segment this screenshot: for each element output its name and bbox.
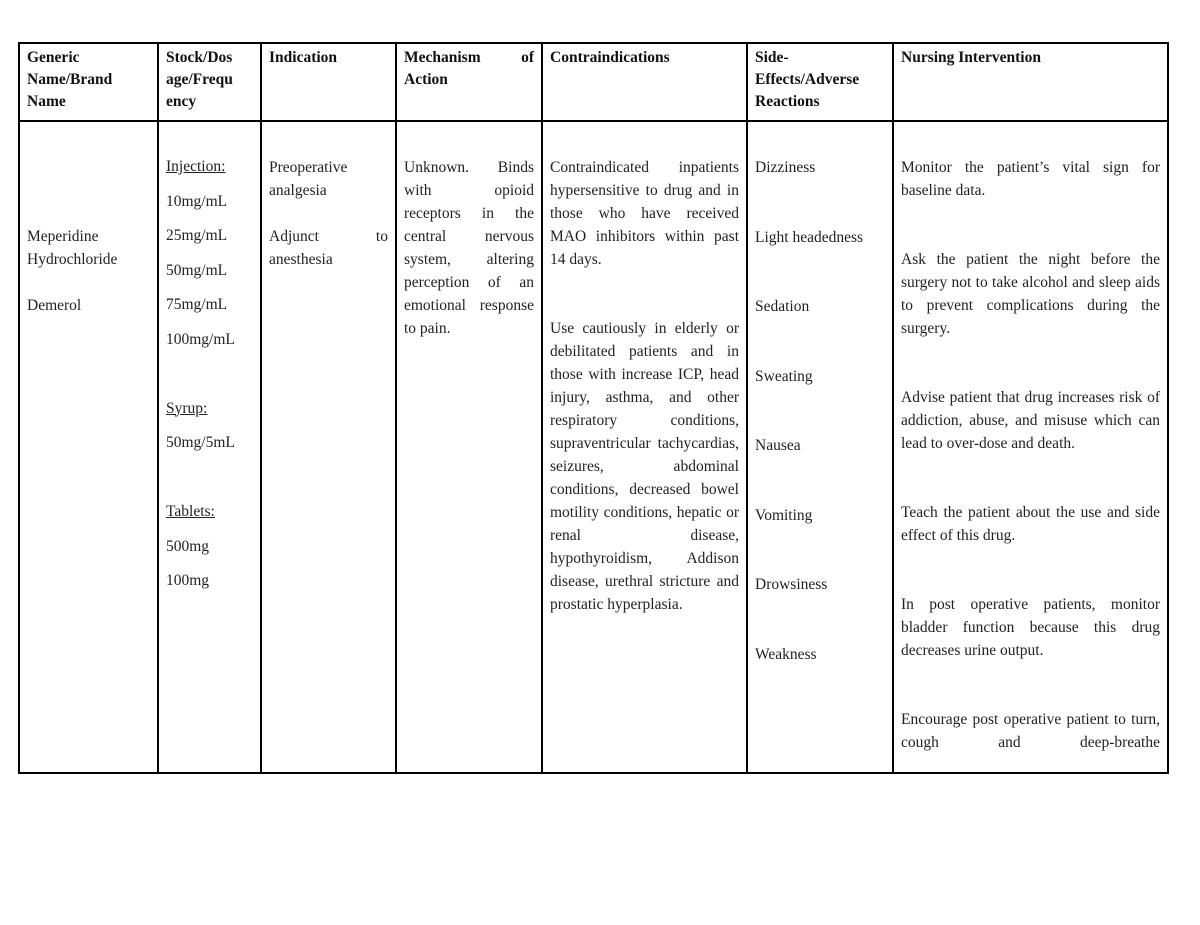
- header-line: Side-: [755, 49, 789, 66]
- dosage-item: 100mg: [166, 572, 210, 589]
- header-mechanism: [396, 43, 542, 121]
- side-effect-item: Vomiting: [755, 506, 813, 524]
- header-line: age/Frequ: [166, 71, 233, 88]
- syrup-label: Syrup:: [166, 399, 208, 417]
- injection-label: Injection:: [166, 158, 226, 175]
- header-indication: [261, 43, 396, 121]
- header-line: Effects/Adverse: [755, 71, 860, 88]
- cell-side-effects: [747, 121, 893, 773]
- side-effect-item: Drowsiness: [755, 576, 828, 593]
- nursing-item: Teach the patient about the use and side effect of this drug.: [901, 504, 1160, 544]
- dosage-item: 75mg/mL: [166, 296, 228, 313]
- nursing-item: Ask the patient the night before the surgery not to take alcohol and sleep aids to prevent complications during the surgery.: [901, 251, 1160, 337]
- mechanism-text: Unknown. Binds with opioid receptors in the central nervous system, altering perception of an emotional response to pain.: [404, 159, 534, 337]
- header-line: Reactions: [755, 93, 820, 110]
- header-line: Name/Brand: [27, 71, 113, 88]
- header-line: Nursing Intervention: [901, 49, 1041, 66]
- side-effect-item: Dizziness: [755, 159, 816, 176]
- header-line: ency: [166, 93, 197, 110]
- cell-stock-dosage: [158, 121, 261, 773]
- contraindication-item: Contraindicated inpatients hypersensitive to drug and in those who have received MAO inhibitors within past 14 days.: [550, 159, 739, 268]
- header-line: Action: [404, 71, 448, 88]
- contraindication-item: Use cautiously in elderly or debilitated patients and in those with increase ICP, head injury, asthma, and other respiratory conditions, supraventricular tachycardias, seizures, abdominal conditions, decreased bowel motility conditions, hepatic or renal disease, hypothyroidism, Addison disease, urethral stricture and prostatic hyperplasia.: [550, 320, 739, 613]
- cell-generic-name: [19, 121, 158, 773]
- header-stock-dosage: [158, 43, 261, 121]
- dosage-item: 500mg: [166, 537, 210, 555]
- dosage-item: 10mg/mL: [166, 192, 228, 210]
- table-header-row: [19, 43, 1168, 121]
- generic-name: Meperidine Hydrochloride: [27, 228, 118, 268]
- header-generic-name: [19, 43, 158, 121]
- cell-indication: [261, 121, 396, 773]
- dosage-item: 100mg/mL: [166, 330, 235, 348]
- indication-item: Preoperative analgesia: [269, 159, 348, 199]
- header-nursing-intervention: [893, 43, 1168, 121]
- dosage-item: 50mg/5mL: [166, 434, 235, 451]
- dosage-item: 50mg/mL: [166, 261, 228, 279]
- side-effect-item: Nausea: [755, 437, 801, 454]
- nursing-item: In post operative patients, monitor bladder function because this drug decreases urine output.: [901, 596, 1160, 659]
- header-side-effects: [747, 43, 893, 121]
- table-row: [19, 121, 1168, 773]
- side-effect-item: Weakness: [755, 645, 817, 663]
- nursing-item: Advise patient that drug increases risk of addiction, abuse, and misuse which can lead to over-dose and death.: [901, 389, 1160, 452]
- header-line: Generic: [27, 49, 80, 66]
- header-line: Name: [27, 93, 66, 110]
- nursing-item: Encourage post operative patient to turn, cough and deep-breathe: [901, 711, 1160, 751]
- side-effect-item: Sedation: [755, 298, 810, 315]
- header-contraindications: [542, 43, 747, 121]
- cell-nursing-intervention: [893, 121, 1168, 773]
- brand-name: Demerol: [27, 297, 82, 314]
- header-line: Indication: [269, 49, 338, 66]
- header-line: Stock/Dos: [166, 49, 233, 66]
- header-line: Contraindications: [550, 49, 670, 66]
- cell-mechanism: [396, 121, 542, 773]
- side-effect-item: Light headedness: [755, 228, 864, 246]
- drug-study-table: [18, 42, 1169, 774]
- tablets-label: Tablets:: [166, 503, 215, 520]
- dosage-item: 25mg/mL: [166, 227, 228, 244]
- header-line: Mechanism of: [404, 49, 534, 66]
- side-effect-item: Sweating: [755, 367, 813, 385]
- nursing-item: Monitor the patient’s vital sign for baseline data.: [901, 159, 1160, 199]
- cell-contraindications: [542, 121, 747, 773]
- indication-item: Adjunct to anesthesia: [269, 228, 388, 268]
